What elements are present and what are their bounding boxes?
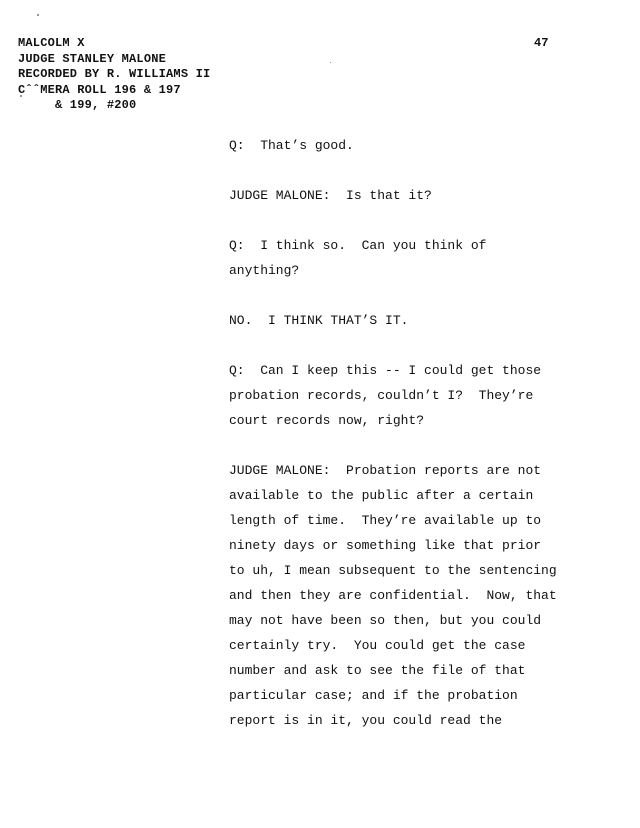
paragraph-line: particular case; and if the probation [229,688,518,703]
paragraph-line: may not have been so then, but you could [229,613,542,628]
paragraph-line: anything? [229,263,300,278]
paragraph-line: length of time. They’re available up to [229,513,542,528]
header-recorded-by: RECORDED BY R. WILLIAMS II [18,67,211,81]
transcript-body [229,133,629,758]
paragraph-line: and then they are confidential. Now, that [229,588,557,603]
paragraph-line: Q: I think so. Can you think of [229,238,487,253]
header-title: MALCOLM X [18,36,85,50]
paragraph-line: report is in it, you could read the [229,713,503,728]
paragraph-line: available to the public after a certain [229,488,534,503]
paragraph-line: probation records, couldn’t I? They’re [229,388,534,403]
paragraph [229,133,629,158]
paragraph-line: court records now, right? [229,413,425,428]
header-camera-roll-continued: & 199, #200 [18,98,137,112]
header-camera-roll: CˆˆMERA ROLL 196 & 197 [18,82,181,97]
paragraph [229,458,629,733]
scan-speck [330,62,331,63]
paragraph-line: NO. I THINK THAT’S IT. [229,313,409,328]
scan-speck [37,14,39,16]
paragraph [229,358,629,433]
paragraph [229,308,629,333]
paragraph-line: certainly try. You could get the case [229,638,526,653]
header-subject: JUDGE STANLEY MALONE [18,51,167,66]
paragraph [229,183,629,208]
page-number: 47 [534,36,549,50]
paragraph-line: Q: That’s good. [229,138,354,153]
paragraph-line: number and ask to see the file of that [229,663,526,678]
transcript-header [18,36,210,114]
paragraph [229,233,629,283]
paragraph-line: to uh, I mean subsequent to the sentencing [229,563,557,578]
paragraph-line: ninety days or something like that prior [229,538,542,553]
paragraph-line: JUDGE MALONE: Is that it? [229,188,432,203]
paragraph-line: Q: Can I keep this -- I could get those [229,363,542,378]
paragraph-line: JUDGE MALONE: Probation reports are not [229,463,542,478]
